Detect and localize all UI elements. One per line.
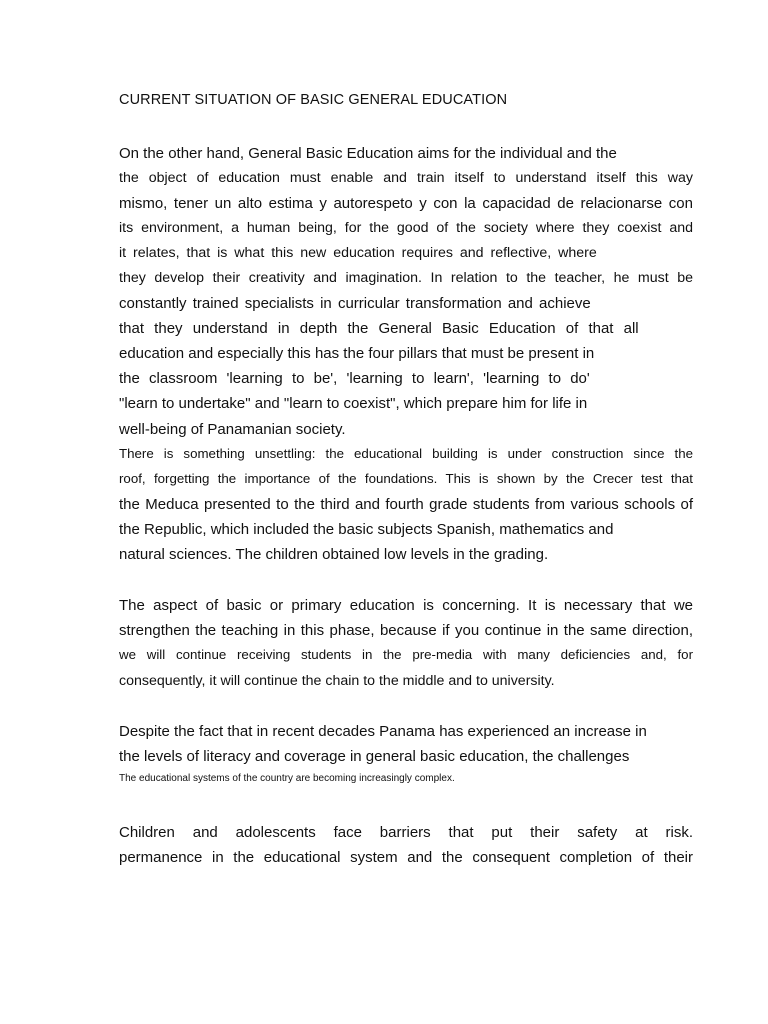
- text-line: education and especially this has the four pillars that must be present in: [119, 345, 595, 362]
- text-line: natural sciences. The children obtained low levels in the grading.: [119, 546, 549, 563]
- text-line: consequently, it will continue the chain to the middle and to university.: [119, 673, 555, 689]
- text-line: "learn to undertake" and "learn to coexist", which prepare him for life in: [119, 395, 588, 412]
- text-line: The aspect of basic or primary education is concerning. It is necessary that we: [119, 597, 693, 614]
- text-line: the classroom 'learning to be', 'learning to learn', 'learning to do': [119, 370, 590, 387]
- text-line: it relates, that is what this new education requires and reflective, where: [119, 245, 597, 261]
- text-line: Children and adolescents face barriers that put their safety at risk.: [119, 824, 693, 841]
- text-line: roof, forgetting the importance of the foundations. This is shown by the Crecer test that: [119, 471, 693, 486]
- text-line: The educational systems of the country are becoming increasingly complex.: [119, 773, 455, 784]
- text-line: Despite the fact that in recent decades Panama has experienced an increase in: [119, 723, 647, 740]
- text-line: we will continue receiving students in the pre-media with many deficiencies and, for: [119, 647, 693, 662]
- text-line: the Meduca presented to the third and fourth grade students from various schools of: [119, 496, 693, 513]
- text-line: There is something unsettling: the educational building is under construction since the: [119, 446, 693, 461]
- text-line: its environment, a human being, for the good of the society where they coexist and: [119, 220, 693, 236]
- text-line: constantly trained specialists in curricular transformation and achieve: [119, 295, 591, 312]
- text-line: the object of education must enable and train itself to understand itself this way: [119, 170, 693, 186]
- document-title: CURRENT SITUATION OF BASIC GENERAL EDUCATION: [119, 92, 508, 108]
- text-line: strengthen the teaching in this phase, because if you continue in the same direction,: [119, 622, 693, 639]
- text-line: the levels of literacy and coverage in general basic education, the challenges: [119, 748, 630, 765]
- text-line: they develop their creativity and imagination. In relation to the teacher, he must be: [119, 270, 693, 286]
- text-line: permanence in the educational system and the consequent completion of their: [119, 849, 693, 866]
- text-line: the Republic, which included the basic subjects Spanish, mathematics and: [119, 521, 614, 538]
- text-line: mismo, tener un alto estima y autorespeto y con la capacidad de relacionarse con: [119, 195, 693, 212]
- text-line: well-being of Panamanian society.: [119, 421, 346, 438]
- text-line: On the other hand, General Basic Education aims for the individual and the: [119, 145, 617, 162]
- text-line: that they understand in depth the General Basic Education of that all: [119, 320, 639, 337]
